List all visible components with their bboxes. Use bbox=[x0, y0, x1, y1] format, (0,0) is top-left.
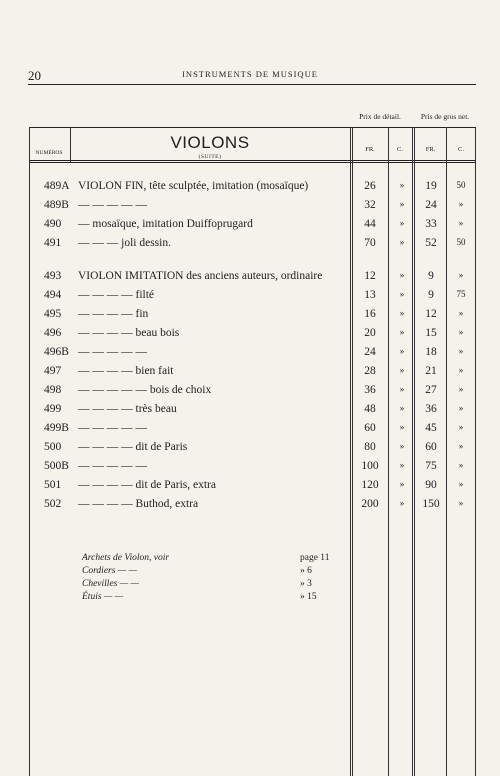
item-description: — — — — beau bois bbox=[78, 327, 180, 339]
reference-page: page 11 bbox=[300, 553, 330, 563]
wholesale-francs: 75 bbox=[425, 460, 437, 472]
reference-line bbox=[82, 579, 342, 592]
item-description: — — — — — bbox=[78, 460, 147, 472]
retail-centimes: » bbox=[399, 199, 405, 209]
item-description: — — — joli dessin. bbox=[78, 237, 171, 249]
item-description: — — — — — bbox=[78, 199, 147, 211]
c-header-wholesale: C. bbox=[458, 146, 464, 153]
item-description: — — — — fin bbox=[78, 308, 149, 320]
section-title: VIOLONS bbox=[170, 133, 250, 152]
wholesale-centimes: » bbox=[458, 346, 464, 356]
wholesale-francs: 9 bbox=[428, 289, 434, 301]
table-row bbox=[0, 218, 500, 237]
table-top-rule bbox=[29, 127, 476, 128]
item-number: 490 bbox=[44, 218, 62, 230]
item-description: — — — — filté bbox=[78, 289, 155, 301]
reference-page: » 15 bbox=[300, 592, 317, 602]
item-description: — — — — — bbox=[78, 422, 147, 434]
table-row bbox=[0, 498, 500, 517]
retail-centimes: » bbox=[399, 365, 405, 375]
reference-line bbox=[82, 592, 342, 605]
item-number: 498 bbox=[44, 384, 62, 396]
retail-centimes: » bbox=[399, 403, 405, 413]
fr-header-wholesale: FR. bbox=[425, 146, 436, 153]
table-row bbox=[0, 441, 500, 460]
c-header-retail: C. bbox=[397, 146, 403, 153]
wholesale-francs: 33 bbox=[425, 218, 437, 230]
table-row bbox=[0, 270, 500, 289]
fr-header-retail: FR. bbox=[365, 146, 375, 153]
wholesale-francs: 27 bbox=[425, 384, 437, 396]
retail-centimes: » bbox=[399, 218, 405, 228]
retail-centimes: » bbox=[399, 308, 405, 318]
header-rule bbox=[28, 84, 476, 85]
item-number: 495 bbox=[44, 308, 62, 320]
page-number: 20 bbox=[28, 68, 41, 83]
retail-francs: 80 bbox=[364, 441, 376, 453]
wholesale-centimes: » bbox=[458, 384, 464, 394]
wholesale-francs: 19 bbox=[425, 180, 437, 192]
table-row bbox=[0, 403, 500, 422]
item-number: 500B bbox=[44, 460, 69, 472]
table-row bbox=[0, 365, 500, 384]
retail-centimes: » bbox=[399, 498, 405, 508]
retail-centimes: » bbox=[399, 289, 405, 299]
retail-centimes: » bbox=[399, 327, 405, 337]
item-description: — mosaïque, imitation Duiffoprugard bbox=[78, 218, 253, 230]
table-header-rule bbox=[29, 160, 476, 161]
retail-francs: 13 bbox=[364, 289, 376, 301]
wholesale-francs: 60 bbox=[425, 441, 437, 453]
wholesale-centimes: » bbox=[458, 498, 464, 508]
reference-line bbox=[82, 553, 342, 566]
item-description: — — — — Buthod, extra bbox=[78, 498, 199, 510]
table-row bbox=[0, 308, 500, 327]
item-number: 489B bbox=[44, 199, 69, 211]
retail-francs: 200 bbox=[361, 498, 379, 510]
retail-francs: 28 bbox=[364, 365, 376, 377]
item-description: — — — — — bbox=[78, 346, 147, 358]
wholesale-centimes: » bbox=[458, 218, 464, 228]
table-header-rule-2 bbox=[29, 162, 476, 163]
item-number: 499 bbox=[44, 403, 62, 415]
wholesale-centimes: » bbox=[458, 365, 464, 375]
item-description: — — — — dit de Paris bbox=[78, 441, 188, 453]
reference-line bbox=[82, 566, 342, 579]
reference-label: Étuis — — bbox=[82, 592, 124, 602]
wholesale-centimes: 50 bbox=[456, 180, 466, 190]
wholesale-centimes: 75 bbox=[456, 289, 466, 299]
wholesale-francs: 9 bbox=[428, 270, 434, 282]
wholesale-francs: 24 bbox=[425, 199, 437, 211]
column-rule bbox=[70, 127, 71, 162]
reference-label: Cordiers — — bbox=[82, 566, 138, 576]
reference-label: Chevilles — — bbox=[82, 579, 139, 589]
item-number: 497 bbox=[44, 365, 62, 377]
retail-centimes: » bbox=[399, 384, 405, 394]
retail-francs: 26 bbox=[364, 180, 376, 192]
table-row bbox=[0, 460, 500, 479]
table-row bbox=[0, 479, 500, 498]
table-row bbox=[0, 327, 500, 346]
reference-page: » 6 bbox=[300, 566, 312, 576]
table-row bbox=[0, 199, 500, 218]
reference-page: » 3 bbox=[300, 579, 312, 589]
retail-centimes: » bbox=[399, 441, 405, 451]
wholesale-francs: 21 bbox=[425, 365, 437, 377]
retail-francs: 60 bbox=[364, 422, 376, 434]
retail-centimes: » bbox=[399, 237, 405, 247]
retail-francs: 70 bbox=[364, 237, 376, 249]
item-number: 494 bbox=[44, 289, 62, 301]
retail-francs: 120 bbox=[361, 479, 379, 491]
wholesale-francs: 45 bbox=[425, 422, 437, 434]
wholesale-centimes: » bbox=[458, 422, 464, 432]
wholesale-centimes: » bbox=[458, 403, 464, 413]
item-description: — — — — dit de Paris, extra bbox=[78, 479, 216, 491]
table-row bbox=[0, 289, 500, 308]
retail-centimes: » bbox=[399, 460, 405, 470]
item-number: 499B bbox=[44, 422, 69, 434]
item-description: VIOLON IMITATION des anciens auteurs, ordinaire bbox=[78, 270, 323, 282]
retail-francs: 12 bbox=[364, 270, 376, 282]
retail-centimes: » bbox=[399, 346, 405, 356]
retail-francs: 36 bbox=[364, 384, 376, 396]
retail-francs: 32 bbox=[364, 199, 376, 211]
retail-francs: 20 bbox=[364, 327, 376, 339]
table-row bbox=[0, 346, 500, 365]
wholesale-centimes: 50 bbox=[456, 237, 466, 247]
table-row bbox=[0, 180, 500, 199]
item-description: VIOLON FIN, tête sculptée, imitation (mosaïque) bbox=[78, 180, 309, 192]
retail-francs: 24 bbox=[364, 346, 376, 358]
retail-francs: 48 bbox=[364, 403, 376, 415]
item-number: 501 bbox=[44, 479, 62, 491]
wholesale-francs: 150 bbox=[422, 498, 440, 510]
wholesale-centimes: » bbox=[458, 270, 464, 280]
retail-francs: 16 bbox=[364, 308, 376, 320]
wholesale-price-header: Pris de gros net. bbox=[420, 112, 470, 121]
wholesale-francs: 12 bbox=[425, 308, 437, 320]
item-number: 489A bbox=[44, 180, 70, 192]
wholesale-centimes: » bbox=[458, 308, 464, 318]
wholesale-centimes: » bbox=[458, 199, 464, 209]
retail-centimes: » bbox=[399, 180, 405, 190]
table-row bbox=[0, 237, 500, 256]
numeros-header: NUMÉROS bbox=[35, 150, 63, 156]
section-subtitle: (SUITE) bbox=[198, 154, 222, 160]
item-description: — — — — bien fait bbox=[78, 365, 174, 377]
wholesale-centimes: » bbox=[458, 441, 464, 451]
wholesale-centimes: » bbox=[458, 479, 464, 489]
item-number: 496B bbox=[44, 346, 69, 358]
item-number: 502 bbox=[44, 498, 62, 510]
item-description: — — — — — bois de choix bbox=[78, 384, 212, 396]
wholesale-francs: 90 bbox=[425, 479, 437, 491]
retail-francs: 44 bbox=[364, 218, 376, 230]
wholesale-francs: 52 bbox=[425, 237, 437, 249]
retail-centimes: » bbox=[399, 479, 405, 489]
item-number: 500 bbox=[44, 441, 62, 453]
table-row bbox=[0, 384, 500, 403]
wholesale-francs: 15 bbox=[425, 327, 437, 339]
item-number: 491 bbox=[44, 237, 62, 249]
running-title: INSTRUMENTS DE MUSIQUE bbox=[182, 69, 318, 79]
retail-centimes: » bbox=[399, 422, 405, 432]
table-row bbox=[0, 422, 500, 441]
wholesale-francs: 18 bbox=[425, 346, 437, 358]
item-number: 496 bbox=[44, 327, 62, 339]
wholesale-centimes: » bbox=[458, 327, 464, 337]
item-number: 493 bbox=[44, 270, 62, 282]
reference-label: Archets de Violon, voir bbox=[82, 553, 170, 563]
retail-price-header: Prix de détail. bbox=[359, 112, 401, 121]
wholesale-francs: 36 bbox=[425, 403, 437, 415]
retail-francs: 100 bbox=[361, 460, 379, 472]
item-description: — — — — très beau bbox=[78, 403, 177, 415]
wholesale-centimes: » bbox=[458, 460, 464, 470]
retail-centimes: » bbox=[399, 270, 405, 280]
